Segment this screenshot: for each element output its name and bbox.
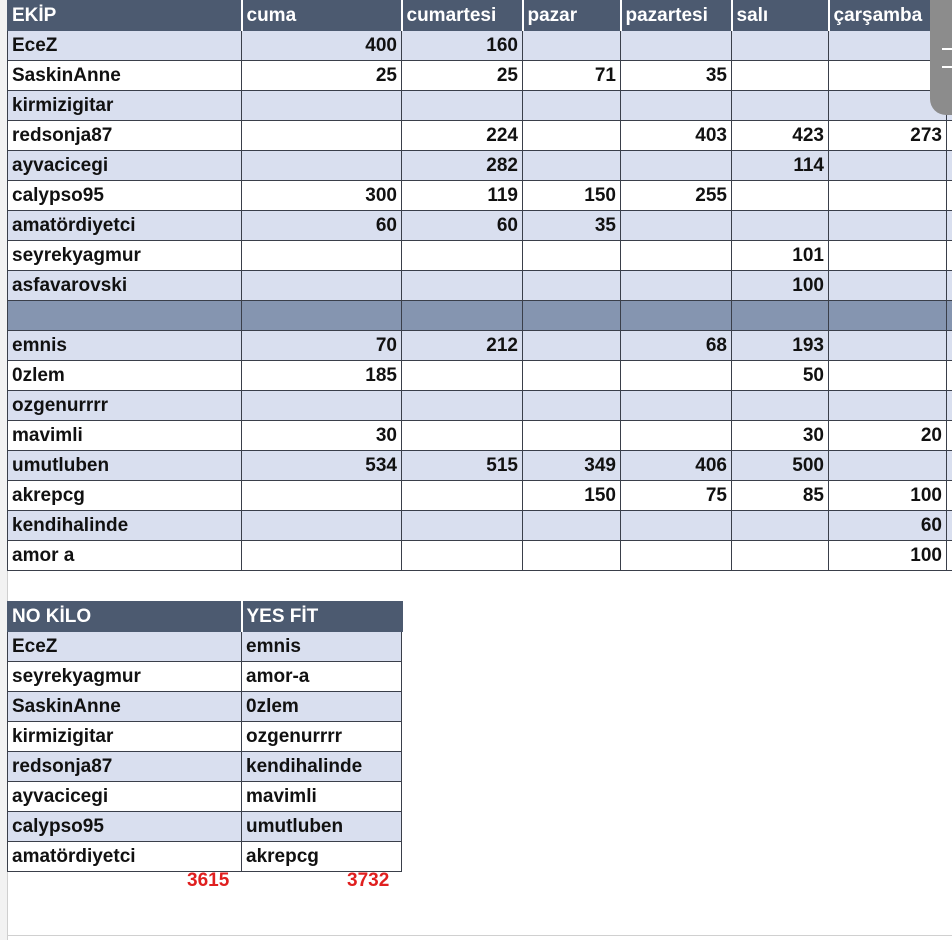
value-cell[interactable]: 500	[732, 451, 829, 481]
no-kilo-member-cell[interactable]: seyrekyagmur	[8, 662, 242, 692]
value-cell[interactable]: 282	[402, 151, 523, 181]
empty-cell[interactable]	[947, 481, 952, 511]
table-row	[8, 451, 952, 481]
value-cell[interactable]: 403	[621, 121, 732, 151]
name-cell[interactable]	[8, 301, 242, 331]
yes-fit-member-cell[interactable]: amor-a	[242, 662, 402, 692]
value-cell[interactable]	[242, 391, 402, 421]
name-cell[interactable]: ayvacicegi	[8, 151, 242, 181]
value-cell[interactable]	[829, 331, 947, 361]
value-cell[interactable]	[402, 241, 523, 271]
table-row	[8, 481, 952, 511]
empty-cell[interactable]	[947, 301, 952, 331]
value-cell[interactable]	[242, 271, 402, 301]
value-cell[interactable]: 114	[732, 151, 829, 181]
no-kilo-member-cell[interactable]: calypso95	[8, 812, 242, 842]
value-cell[interactable]	[402, 271, 523, 301]
header-cell[interactable]: cuma	[242, 1, 402, 31]
value-cell[interactable]	[523, 511, 621, 541]
header-cell[interactable]: salı	[732, 1, 829, 31]
name-cell[interactable]: ozgenurrrr	[8, 391, 242, 421]
table-row	[8, 331, 952, 361]
yes-fit-member-cell[interactable]: 0zlem	[242, 692, 402, 722]
header-cell-yes-fit[interactable]: YES FİT	[242, 602, 402, 632]
value-cell[interactable]: 75	[621, 481, 732, 511]
value-cell[interactable]	[829, 181, 947, 211]
table-row	[8, 241, 952, 271]
value-cell[interactable]	[523, 121, 621, 151]
table-row	[8, 91, 952, 121]
value-cell[interactable]: 150	[523, 481, 621, 511]
value-cell[interactable]	[242, 541, 402, 571]
value-cell[interactable]: 273	[829, 121, 947, 151]
value-cell[interactable]: 119	[402, 181, 523, 211]
value-cell[interactable]	[621, 211, 732, 241]
table-row	[8, 361, 952, 391]
table-row	[8, 662, 402, 692]
value-cell[interactable]	[732, 31, 829, 61]
value-cell[interactable]: 224	[402, 121, 523, 151]
name-cell[interactable]: seyrekyagmur	[8, 241, 242, 271]
value-cell[interactable]: 160	[402, 31, 523, 61]
value-cell[interactable]	[621, 91, 732, 121]
table-row	[8, 782, 402, 812]
value-cell[interactable]	[829, 151, 947, 181]
table-row	[8, 391, 952, 421]
table-row	[8, 511, 952, 541]
name-cell[interactable]: SaskinAnne	[8, 61, 242, 91]
value-cell[interactable]	[402, 541, 523, 571]
name-cell[interactable]: 0zlem	[8, 361, 242, 391]
table-row	[8, 31, 952, 61]
value-cell[interactable]	[523, 241, 621, 271]
empty-cell[interactable]	[947, 451, 952, 481]
table-row	[8, 271, 952, 301]
value-cell[interactable]: 255	[621, 181, 732, 211]
table-row	[8, 632, 402, 662]
value-cell[interactable]	[829, 211, 947, 241]
table-row	[8, 61, 952, 91]
value-cell[interactable]	[621, 361, 732, 391]
value-cell[interactable]	[621, 301, 732, 331]
value-cell[interactable]	[242, 481, 402, 511]
empty-cell[interactable]	[947, 271, 952, 301]
table-row	[8, 722, 402, 752]
value-cell[interactable]	[829, 241, 947, 271]
value-cell[interactable]	[621, 31, 732, 61]
teams-header-row	[8, 602, 402, 632]
empty-cell[interactable]	[947, 421, 952, 451]
name-cell[interactable]: amor a	[8, 541, 242, 571]
ekip-header-row	[8, 1, 952, 31]
value-cell[interactable]	[402, 481, 523, 511]
value-cell[interactable]: 100	[732, 271, 829, 301]
value-cell[interactable]	[621, 391, 732, 421]
value-cell[interactable]	[621, 241, 732, 271]
header-cell[interactable]: cumartesi	[402, 1, 523, 31]
value-cell[interactable]	[402, 511, 523, 541]
value-cell[interactable]	[523, 361, 621, 391]
value-cell[interactable]	[523, 391, 621, 421]
value-cell[interactable]	[242, 91, 402, 121]
yes-fit-member-cell[interactable]: ozgenurrrr	[242, 722, 402, 752]
no-kilo-member-cell[interactable]: EceZ	[8, 632, 242, 662]
value-cell[interactable]	[402, 421, 523, 451]
value-cell[interactable]	[829, 391, 947, 421]
header-cell[interactable]: EKİP	[8, 1, 242, 31]
empty-cell[interactable]	[947, 121, 952, 151]
value-cell[interactable]	[621, 271, 732, 301]
value-cell[interactable]: 150	[523, 181, 621, 211]
value-cell[interactable]: 71	[523, 61, 621, 91]
empty-cell[interactable]	[947, 181, 952, 211]
no-kilo-member-cell[interactable]: SaskinAnne	[8, 692, 242, 722]
value-cell[interactable]	[829, 301, 947, 331]
name-cell[interactable]: amatördiyetci	[8, 211, 242, 241]
table-row	[8, 151, 952, 181]
table-row	[8, 211, 952, 241]
value-cell[interactable]: 35	[523, 211, 621, 241]
name-cell[interactable]: kirmizigitar	[8, 91, 242, 121]
value-cell[interactable]	[402, 301, 523, 331]
value-cell[interactable]	[242, 151, 402, 181]
yes-fit-member-cell[interactable]: kendihalinde	[242, 752, 402, 782]
name-cell[interactable]: EceZ	[8, 31, 242, 61]
empty-cell[interactable]	[947, 511, 952, 541]
name-cell[interactable]: calypso95	[8, 181, 242, 211]
name-cell[interactable]: redsonja87	[8, 121, 242, 151]
value-cell[interactable]	[621, 421, 732, 451]
value-cell[interactable]: 406	[621, 451, 732, 481]
value-cell[interactable]	[621, 151, 732, 181]
value-cell[interactable]	[621, 541, 732, 571]
value-cell[interactable]	[523, 151, 621, 181]
value-cell[interactable]: 35	[621, 61, 732, 91]
ekip-table	[7, 0, 952, 571]
value-cell[interactable]	[732, 61, 829, 91]
no-kilo-member-cell[interactable]: amatördiyetci	[8, 842, 242, 872]
value-cell[interactable]: 400	[242, 31, 402, 61]
header-cell-no-kilo[interactable]: NO KİLO	[8, 602, 242, 632]
value-cell[interactable]: 60	[242, 211, 402, 241]
value-cell[interactable]	[732, 511, 829, 541]
header-cell[interactable]: pazartesi	[621, 1, 732, 31]
value-cell[interactable]: 25	[242, 61, 402, 91]
value-cell[interactable]: 212	[402, 331, 523, 361]
teams-table	[7, 601, 403, 872]
value-cell[interactable]: 423	[732, 121, 829, 151]
table-row	[8, 692, 402, 722]
value-cell[interactable]	[732, 301, 829, 331]
table-row	[8, 421, 952, 451]
value-cell[interactable]: 85	[732, 481, 829, 511]
value-cell[interactable]	[829, 451, 947, 481]
value-cell[interactable]	[732, 91, 829, 121]
table-row	[8, 812, 402, 842]
value-cell[interactable]	[242, 301, 402, 331]
value-cell[interactable]	[829, 31, 947, 61]
name-cell[interactable]: emnis	[8, 331, 242, 361]
divider	[7, 935, 952, 936]
name-cell[interactable]: mavimli	[8, 421, 242, 451]
empty-cell[interactable]	[947, 211, 952, 241]
yes-fit-member-cell[interactable]: akrepcg	[242, 842, 402, 872]
empty-cell[interactable]	[947, 541, 952, 571]
no-kilo-member-cell[interactable]: kirmizigitar	[8, 722, 242, 752]
empty-cell[interactable]	[947, 361, 952, 391]
value-cell[interactable]	[829, 361, 947, 391]
name-cell[interactable]: asfavarovski	[8, 271, 242, 301]
no-kilo-member-cell[interactable]: redsonja87	[8, 752, 242, 782]
value-cell[interactable]: 185	[242, 361, 402, 391]
value-cell[interactable]: 101	[732, 241, 829, 271]
value-cell[interactable]	[732, 181, 829, 211]
yes-fit-member-cell[interactable]: mavimli	[242, 782, 402, 812]
value-cell[interactable]: 100	[829, 481, 947, 511]
value-cell[interactable]: 193	[732, 331, 829, 361]
name-cell[interactable]: umutluben	[8, 451, 242, 481]
header-cell[interactable]: çarşamba	[829, 1, 947, 31]
yes-fit-member-cell[interactable]: umutluben	[242, 812, 402, 842]
table-row	[8, 301, 952, 331]
no-kilo-member-cell[interactable]: ayvacicegi	[8, 782, 242, 812]
header-cell[interactable]: pazar	[523, 1, 621, 31]
empty-cell[interactable]	[947, 331, 952, 361]
table-row	[8, 842, 402, 872]
value-cell[interactable]	[402, 361, 523, 391]
value-cell[interactable]: 100	[829, 541, 947, 571]
value-cell[interactable]: 300	[242, 181, 402, 211]
empty-cell[interactable]	[947, 391, 952, 421]
value-cell[interactable]	[523, 421, 621, 451]
empty-cell[interactable]	[947, 151, 952, 181]
value-cell[interactable]: 30	[732, 421, 829, 451]
value-cell[interactable]: 50	[732, 361, 829, 391]
grip-icon	[942, 48, 952, 68]
total-no-kilo[interactable]: 3615	[187, 870, 230, 891]
value-cell[interactable]	[523, 301, 621, 331]
value-cell[interactable]: 534	[242, 451, 402, 481]
table-row	[8, 541, 952, 571]
value-cell[interactable]	[242, 121, 402, 151]
value-cell[interactable]	[523, 91, 621, 121]
name-cell[interactable]: kendihalinde	[8, 511, 242, 541]
value-cell[interactable]	[829, 91, 947, 121]
value-cell[interactable]	[523, 541, 621, 571]
value-cell[interactable]: 25	[402, 61, 523, 91]
value-cell[interactable]	[829, 271, 947, 301]
value-cell[interactable]	[523, 331, 621, 361]
value-cell[interactable]	[621, 511, 732, 541]
table-row	[8, 121, 952, 151]
value-cell[interactable]: 30	[242, 421, 402, 451]
value-cell[interactable]: 20	[829, 421, 947, 451]
value-cell[interactable]	[523, 31, 621, 61]
name-cell[interactable]: akrepcg	[8, 481, 242, 511]
value-cell[interactable]: 349	[523, 451, 621, 481]
value-cell[interactable]: 68	[621, 331, 732, 361]
table-row	[8, 181, 952, 211]
value-cell[interactable]	[402, 391, 523, 421]
total-yes-fit[interactable]: 3732	[347, 870, 390, 891]
value-cell[interactable]	[732, 541, 829, 571]
empty-cell[interactable]	[947, 241, 952, 271]
value-cell[interactable]	[242, 241, 402, 271]
value-cell[interactable]	[402, 91, 523, 121]
value-cell[interactable]: 70	[242, 331, 402, 361]
yes-fit-member-cell[interactable]: emnis	[242, 632, 402, 662]
value-cell[interactable]	[732, 391, 829, 421]
spreadsheet	[7, 0, 952, 872]
value-cell[interactable]	[242, 511, 402, 541]
table-row	[8, 752, 402, 782]
value-cell[interactable]: 60	[829, 511, 947, 541]
value-cell[interactable]: 515	[402, 451, 523, 481]
value-cell[interactable]	[523, 271, 621, 301]
value-cell[interactable]	[732, 211, 829, 241]
value-cell[interactable]	[829, 61, 947, 91]
value-cell[interactable]: 60	[402, 211, 523, 241]
